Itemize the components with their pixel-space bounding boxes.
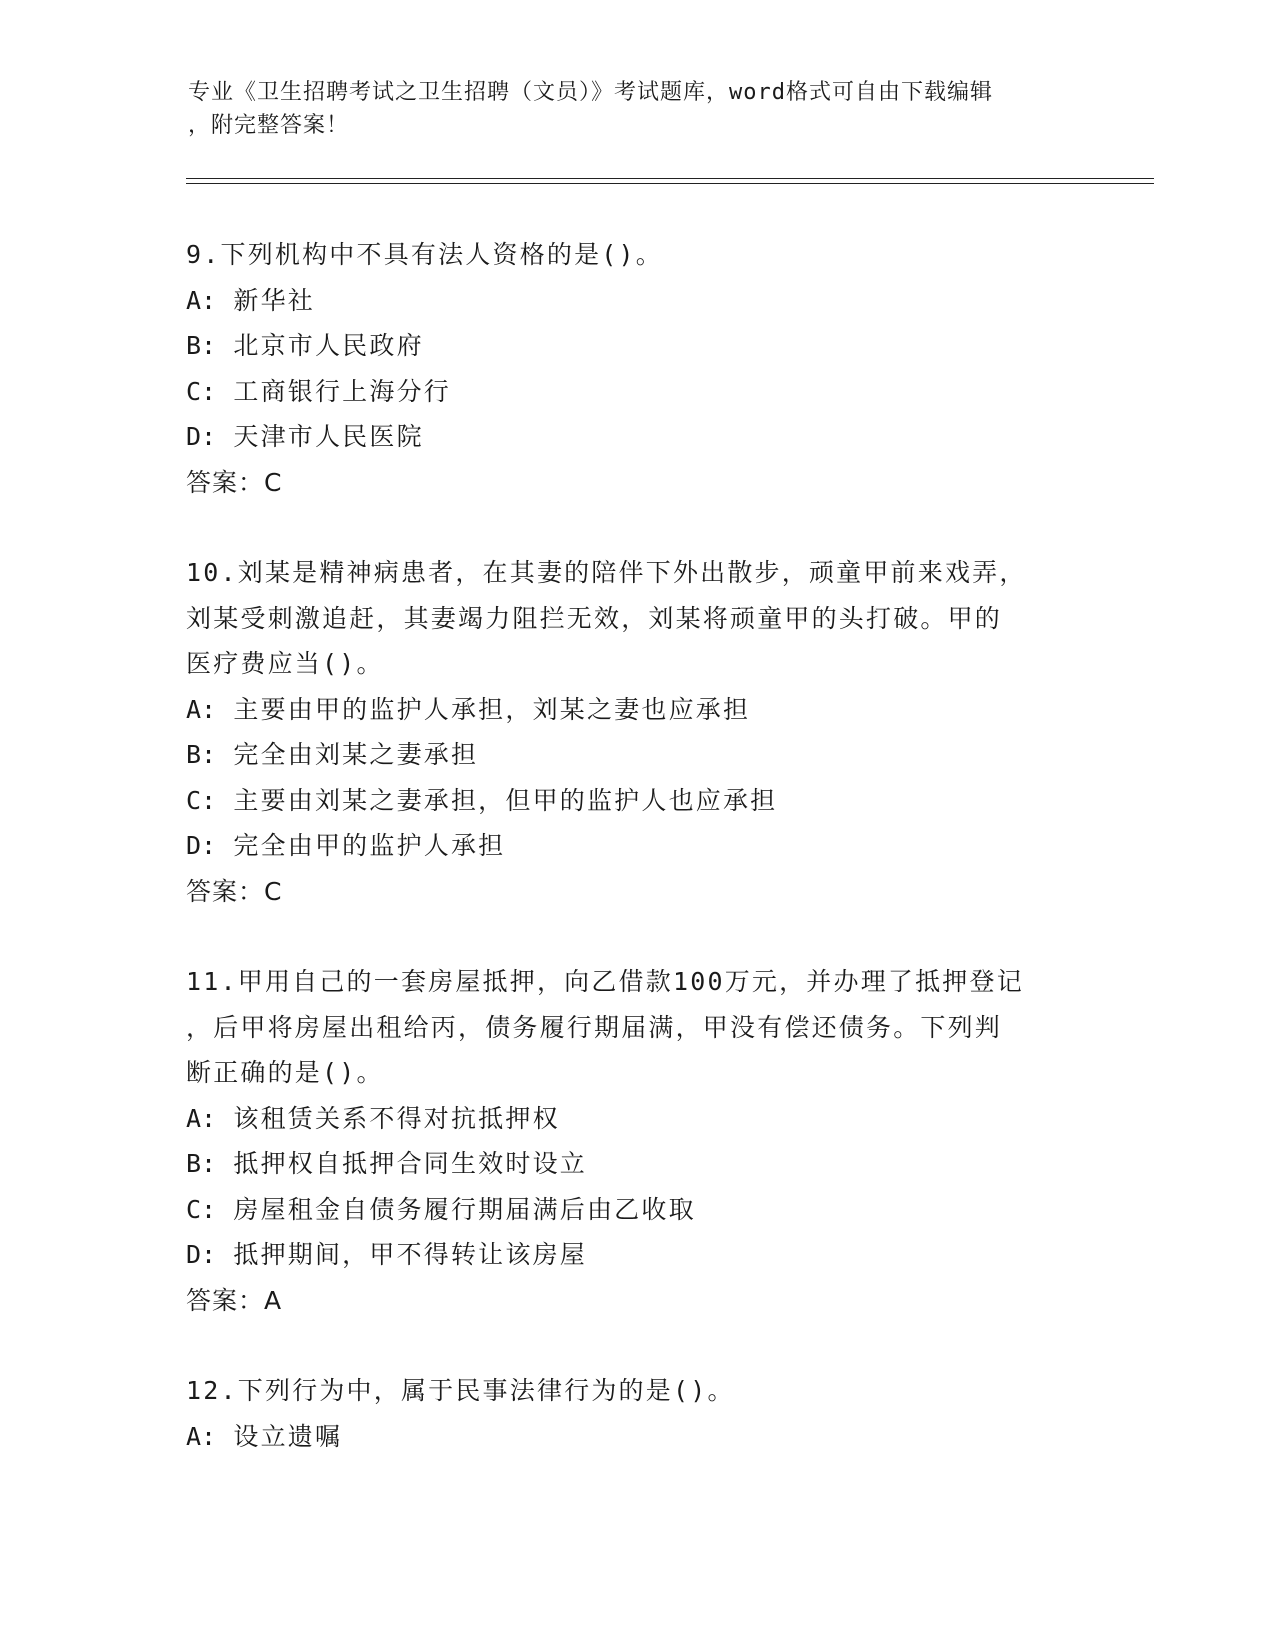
option-gap — [216, 1422, 233, 1451]
option-text: 抵押权自抵押合同生效时设立 — [233, 1149, 587, 1178]
option-text: 新华社 — [233, 285, 315, 315]
answer-option — [186, 1096, 1086, 1142]
option-key: A: — [186, 1103, 217, 1133]
option-key: A: — [186, 285, 217, 315]
question-stem-line: 医疗费应当()。 — [186, 649, 384, 678]
header-line-1: 专业《卫生招聘考试之卫生招聘（文员）》考试题库，word格式可自由下载编辑 — [188, 80, 993, 105]
document-header — [188, 76, 1068, 142]
header-line-2: ，附完整答案！ — [188, 113, 350, 138]
question-list — [186, 232, 1086, 1504]
option-key: C: — [186, 785, 217, 815]
question-block — [186, 1368, 1086, 1459]
question-stem-line: 9.下列机构中不具有法人资格的是()。 — [186, 240, 664, 269]
option-key: C: — [186, 1194, 217, 1224]
option-text: 北京市人民政府 — [233, 331, 424, 360]
answer-option — [186, 1187, 1086, 1233]
option-text: 工商银行上海分行 — [233, 376, 451, 406]
answer-option — [186, 687, 1086, 733]
option-text: 设立遗嘱 — [233, 1421, 343, 1451]
answer-key: 答案：C — [186, 467, 283, 497]
header-divider-top — [186, 178, 1154, 179]
answer-option — [186, 823, 1086, 869]
option-gap — [216, 1195, 233, 1224]
option-gap — [216, 1104, 233, 1133]
option-key: D: — [186, 831, 217, 860]
question-stem-line: 10.刘某是精神病患者，在其妻的陪伴下外出散步，顽童甲前来戏弄， — [186, 558, 1027, 587]
question-block — [186, 959, 1086, 1323]
option-key: A: — [186, 1421, 217, 1451]
question-stem-line: ，后甲将房屋出租给丙，债务履行期届满，甲没有偿还债务。下列判 — [186, 1012, 1003, 1042]
option-key: B: — [186, 331, 217, 360]
option-gap — [216, 1240, 233, 1269]
answer-option — [186, 1414, 1086, 1460]
option-gap — [216, 331, 233, 360]
answer-key: 答案：A — [186, 1285, 283, 1315]
option-gap — [216, 377, 233, 406]
option-gap — [216, 786, 233, 815]
option-key: C: — [186, 376, 217, 406]
option-text: 主要由刘某之妻承担，但甲的监护人也应承担 — [233, 785, 778, 815]
question-stem-line: 11.甲用自己的一套房屋抵押，向乙借款100万元，并办理了抵押登记 — [186, 967, 1024, 996]
answer-option — [186, 323, 1086, 369]
answer-key: 答案：C — [186, 876, 283, 906]
option-text: 完全由甲的监护人承担 — [233, 831, 506, 860]
answer-option — [186, 732, 1086, 778]
option-gap — [216, 1149, 233, 1178]
answer-option — [186, 778, 1086, 824]
answer-option — [186, 278, 1086, 324]
question-block — [186, 550, 1086, 914]
answer-option — [186, 1141, 1086, 1187]
question-stem-line: 断正确的是()。 — [186, 1058, 384, 1087]
option-key: D: — [186, 422, 217, 451]
option-key: B: — [186, 740, 217, 769]
answer-option — [186, 414, 1086, 460]
option-text: 天津市人民医院 — [233, 422, 424, 451]
option-gap — [216, 422, 233, 451]
option-gap — [216, 740, 233, 769]
option-gap — [216, 695, 233, 724]
question-stem-line: 刘某受刺激追赶，其妻竭力阻拦无效，刘某将顽童甲的头打破。甲的 — [186, 603, 1003, 633]
option-key: D: — [186, 1240, 217, 1269]
option-text: 该租赁关系不得对抗抵押权 — [233, 1103, 560, 1133]
question-stem-line: 12.下列行为中，属于民事法律行为的是()。 — [186, 1376, 735, 1405]
option-text: 完全由刘某之妻承担 — [233, 740, 479, 769]
answer-option — [186, 1232, 1086, 1278]
question-block — [186, 232, 1086, 505]
option-text: 房屋租金自债务履行期届满后由乙收取 — [233, 1194, 696, 1224]
option-key: B: — [186, 1149, 217, 1178]
option-gap — [216, 831, 233, 860]
header-divider-bottom — [186, 183, 1154, 184]
option-gap — [216, 286, 233, 315]
option-key: A: — [186, 694, 217, 724]
answer-option — [186, 369, 1086, 415]
option-text: 抵押期间，甲不得转让该房屋 — [233, 1240, 587, 1269]
option-text: 主要由甲的监护人承担，刘某之妻也应承担 — [233, 694, 751, 724]
